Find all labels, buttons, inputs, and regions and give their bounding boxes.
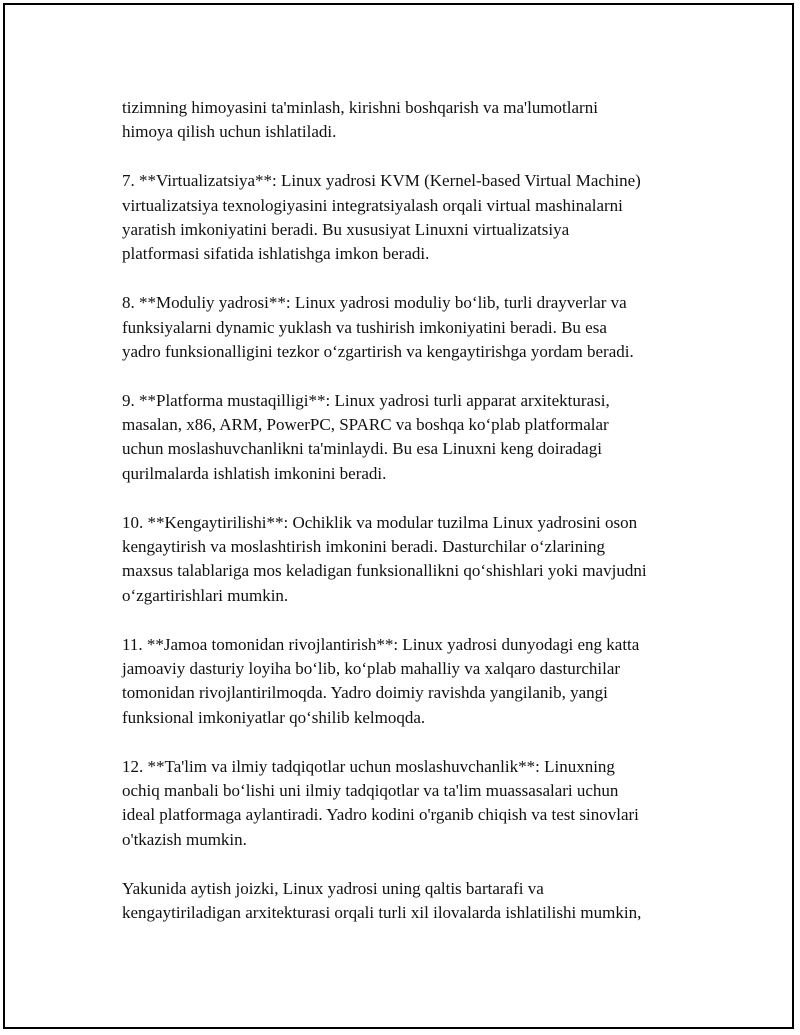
text-line: 12. **Ta'lim va ilmiy tadqiqotlar uchun moslashuvchanlik**: Linuxning [122,756,615,776]
text-line: o'tkazish mumkin. [122,829,247,849]
text-line: platformasi sifatida ishlatishga imkon beradi. [122,244,430,264]
text-line: yaratish imkoniyatini beradi. Bu xususiyat Linuxni virtualizatsiya [122,219,570,239]
text-line: qurilmalarda ishlatish imkonini beradi. [122,463,387,483]
paragraph-platform-independence [122,389,722,487]
text-line: 8. **Moduliy yadrosi**: Linux yadrosi moduliy bo‘lib, turli drayverlar va [122,293,627,313]
paragraph-education-research [122,755,722,853]
text-line: funksional imkoniyatlar qo‘shilib kelmoqda. [122,707,426,727]
text-line: maxsus talablariga mos keladigan funksionallikni qo‘shishlari yoki mavjudni [122,561,647,581]
paragraph-modular-kernel [122,291,722,364]
text-line: kengaytirish va moslashtirish imkonini beradi. Dasturchilar o‘zlarining [122,537,605,557]
text-line: 10. **Kengaytirilishi**: Ochiklik va modular tuzilma Linux yadrosini oson [122,512,638,532]
text-line: funksiyalarni dynamic yuklash va tushirish imkoniyatini beradi. Bu esa [122,317,607,337]
text-line: Yakunida aytish joizki, Linux yadrosi uning qaltis bartarafi va [122,878,544,898]
text-line: jamoaviy dasturiy loyiha bo‘lib, ko‘plab mahalliy va xalqaro dasturchilar [122,658,621,678]
text-line: 7. **Virtualizatsiya**: Linux yadrosi KVM (Kernel-based Virtual Machine) [122,171,641,191]
text-line: uchun moslashuvchanlikni ta'minlaydi. Bu esa Linuxni keng doiradagi [122,439,602,459]
text-line: virtualizatsiya texnologiyasini integratsiyalash orqali virtual mashinalarni [122,195,623,215]
text-line: ochiq manbali bo‘lishi uni ilmiy tadqiqotlar va ta'lim muassasalari uchun [122,780,619,800]
text-line: tizimning himoyasini ta'minlash, kirishni boshqarish va ma'lumotlarni [122,98,598,117]
page-frame [3,3,794,1029]
paragraph-conclusion [122,877,722,926]
text-line: himoya qilish uchun ishlatiladi. [122,122,337,142]
paragraph-security-continuation [122,96,722,145]
paragraph-extensibility [122,511,722,609]
paragraph-community-development [122,633,722,731]
text-line: tomonidan rivojlantirilmoqda. Yadro doimiy ravishda yangilanib, yangi [122,683,608,703]
text-line: o‘zgartirishlari mumkin. [122,585,289,605]
text-line: 11. **Jamoa tomonidan rivojlantirish**: Linux yadrosi dunyodagi eng katta [122,634,640,654]
text-line: masalan, x86, ARM, PowerPC, SPARC va boshqa ko‘plab platformalar [122,415,609,435]
paragraph-virtualization [122,169,722,267]
page-body [122,96,722,950]
text-line: 9. **Platforma mustaqilligi**: Linux yadrosi turli apparat arxitekturasi, [122,390,610,410]
text-line: ideal platformaga aylantiradi. Yadro kodini o'rganib chiqish va test sinovlari [122,805,639,825]
text-line: kengaytiriladigan arxitekturasi orqali turli xil ilovalarda ishlatilishi mumkin, [122,902,642,922]
text-line: yadro funksionalligini tezkor o‘zgartirish va kengaytirishga yordam beradi. [122,341,634,361]
